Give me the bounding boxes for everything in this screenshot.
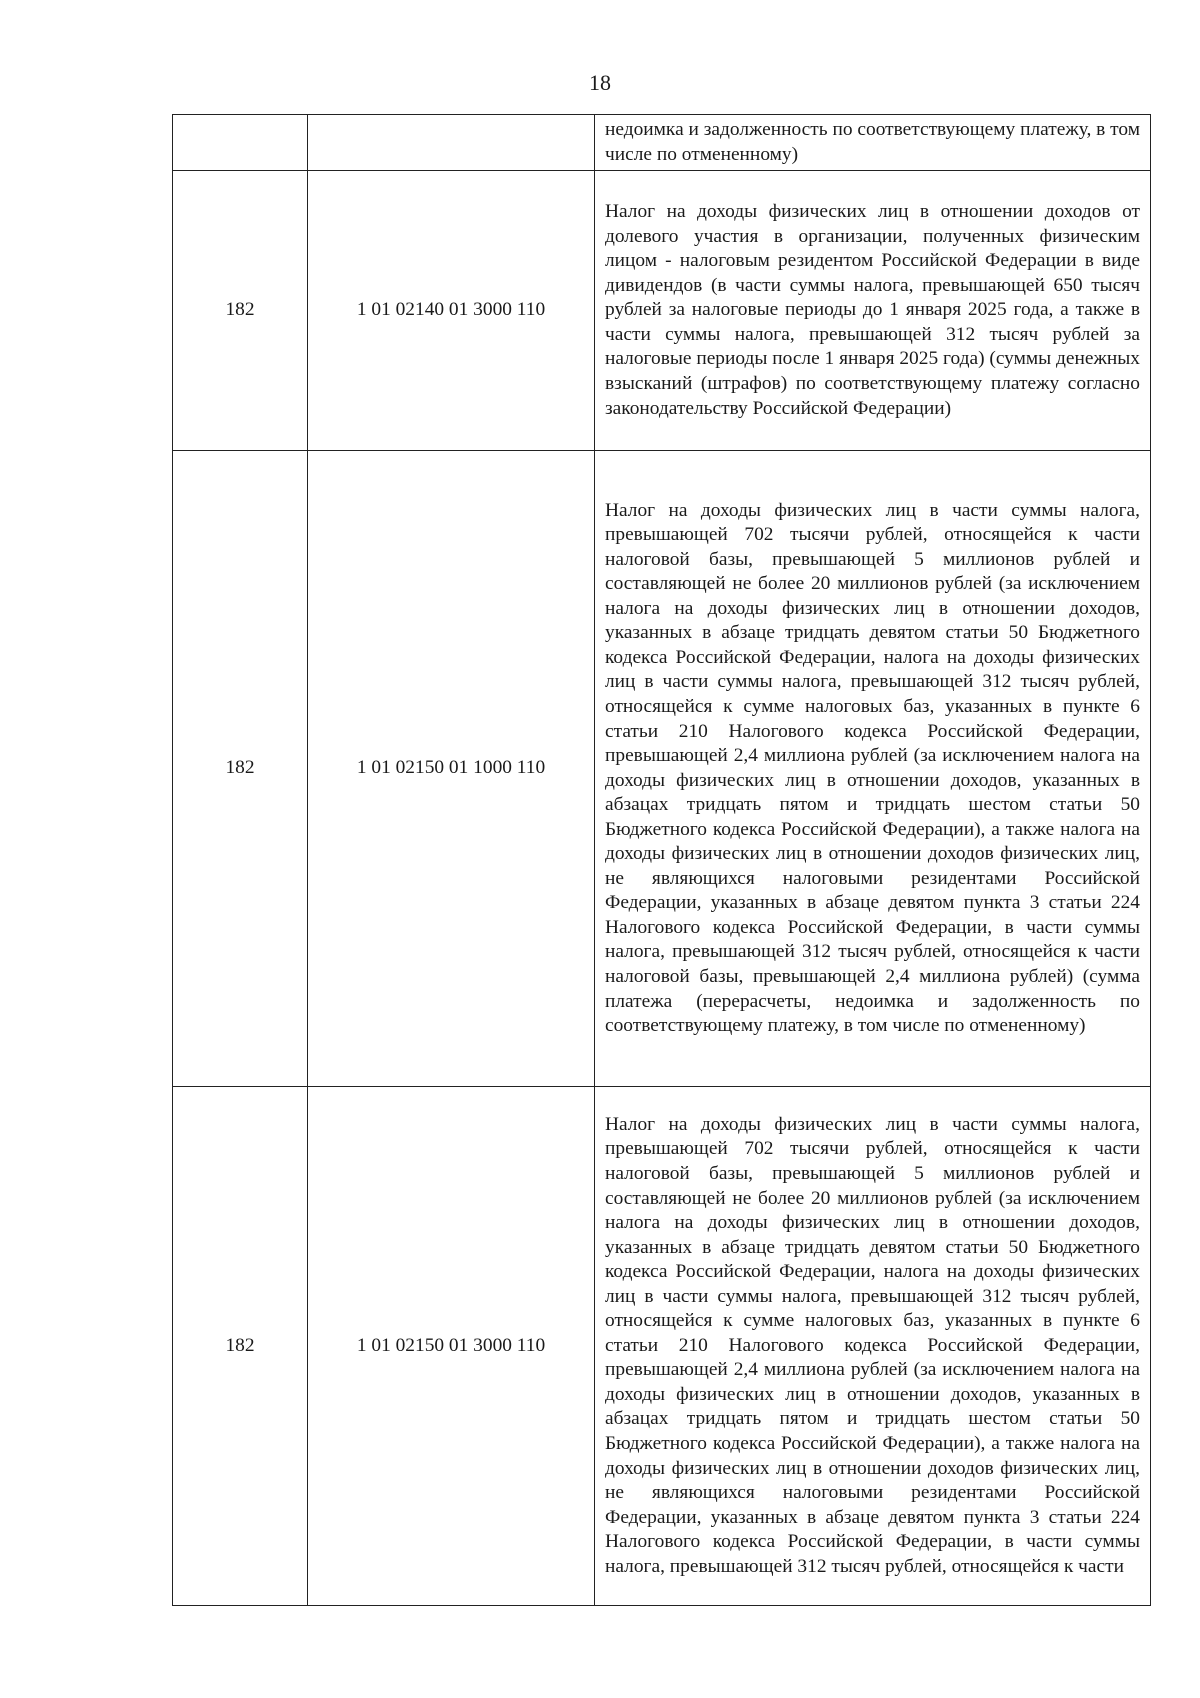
table-row bbox=[173, 171, 1151, 451]
kbk-code-cell bbox=[308, 115, 595, 171]
admin-code-cell: 182 bbox=[173, 1087, 308, 1606]
description-cell: Налог на доходы физических лиц в части суммы налога, превышающей 702 тысячи рублей, относящейся к части налоговой базы, превышающей 5 миллионов рублей и составляющей не более 20 миллионов рублей (за исключением налога на доходы физических лиц в отношении доходов, указанных в абзаце тридцать девятом статьи 50 Бюджетного кодекса Российской Федерации, налога на доходы физических лиц в части суммы налога, превышающей 312 тысяч рублей, относящейся к сумме налоговых баз, указанных в пункте 6 статьи 210 Налогового кодекса Российской Федерации, превышающей 2,4 миллиона рублей (за исключением налога на доходы физических лиц в отношении доходов, указанных в абзацах тридцать пятом и тридцать шестом статьи 50 Бюджетного кодекса Российской Федерации), а также налога на доходы физических лиц в отношении доходов физических лиц, не являющихся налоговыми резидентами Российской Федерации, указанных в абзаце девятом пункта 3 статьи 224 Налогового кодекса Российской Федерации, в части суммы налога, превышающей 312 тысяч рублей, относящейся к части налоговой базы, превышающей 2,4 миллиона рублей) (сумма платежа (перерасчеты, недоимка и задолженность по соответствующему платежу, в том числе по отмененному) bbox=[595, 451, 1151, 1087]
kbk-code-cell: 1 01 02150 01 1000 110 bbox=[308, 451, 595, 1087]
description-cell: недоимка и задолженность по соответствующему платежу, в том числе по отмененному) bbox=[595, 115, 1151, 171]
table-row bbox=[173, 1087, 1151, 1606]
table-row bbox=[173, 115, 1151, 171]
table-row bbox=[173, 451, 1151, 1087]
description-cell: Налог на доходы физических лиц в части суммы налога, превышающей 702 тысячи рублей, относящейся к части налоговой базы, превышающей 5 миллионов рублей и составляющей не более 20 миллионов рублей (за исключением налога на доходы физических лиц в отношении доходов, указанных в абзаце тридцать девятом статьи 50 Бюджетного кодекса Российской Федерации, налога на доходы физических лиц в части суммы налога, превышающей 312 тысяч рублей, относящейся к сумме налоговых баз, указанных в пункте 6 статьи 210 Налогового кодекса Российской Федерации, превышающей 2,4 миллиона рублей (за исключением налога на доходы физических лиц в отношении доходов, указанных в абзацах тридцать пятом и тридцать шестом статьи 50 Бюджетного кодекса Российской Федерации), а также налога на доходы физических лиц в отношении доходов физических лиц, не являющихся налоговыми резидентами Российской Федерации, указанных в абзаце девятом пункта 3 статьи 224 Налогового кодекса Российской Федерации, в части суммы налога, превышающей 312 тысяч рублей, относящейся к части bbox=[595, 1087, 1151, 1606]
budget-classification-table bbox=[172, 114, 1151, 1606]
page-number: 18 bbox=[589, 70, 611, 95]
admin-code-cell: 182 bbox=[173, 171, 308, 451]
description-cell: Налог на доходы физических лиц в отношении доходов от долевого участия в организации, полученных физическим лицом - налоговым резидентом Российской Федерации в виде дивидендов (в части суммы налога, превышающей 650 тысяч рублей за налоговые периоды до 1 января 2025 года, а также в части суммы налога, превышающей 312 тысяч рублей за налоговые периоды после 1 января 2025 года) (суммы денежных взысканий (штрафов) по соответствующему платежу согласно законодательству Российской Федерации) bbox=[595, 171, 1151, 451]
admin-code-cell bbox=[173, 115, 308, 171]
kbk-code-cell: 1 01 02140 01 3000 110 bbox=[308, 171, 595, 451]
admin-code-cell: 182 bbox=[173, 451, 308, 1087]
kbk-code-cell: 1 01 02150 01 3000 110 bbox=[308, 1087, 595, 1606]
